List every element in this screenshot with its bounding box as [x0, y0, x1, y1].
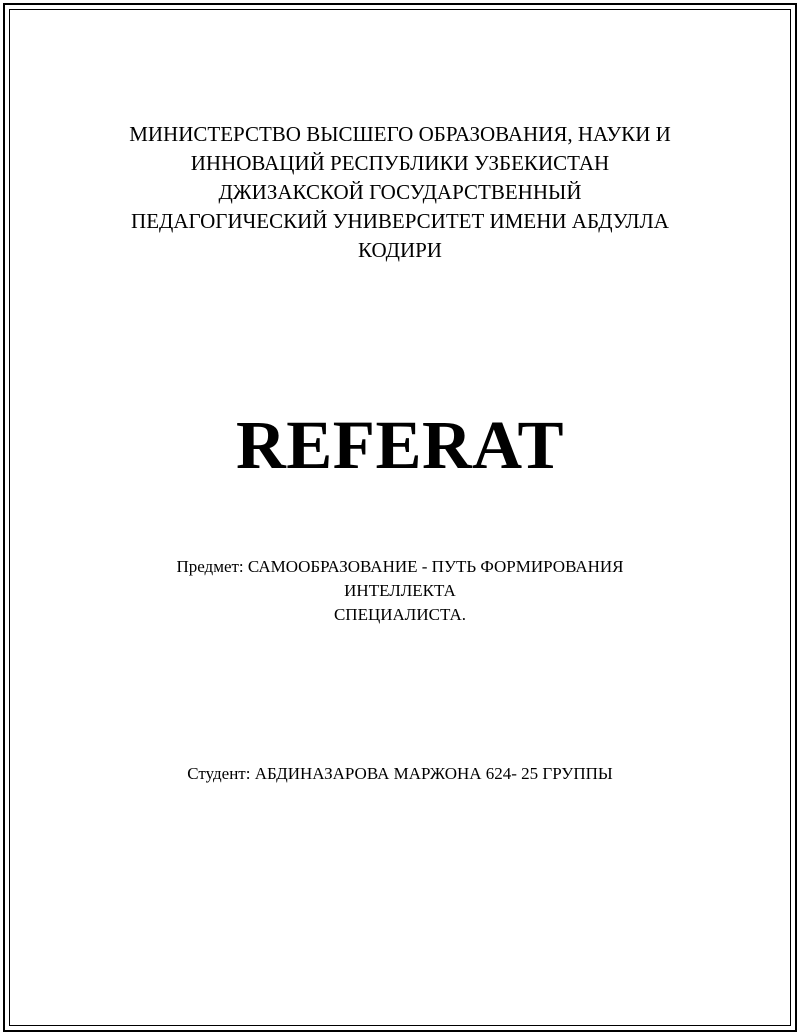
institution-line: КОДИРИ — [358, 238, 442, 262]
institution-heading — [0, 120, 800, 265]
institution-line: ИННОВАЦИЙ РЕСПУБЛИКИ УЗБЕКИСТАН — [190, 151, 610, 175]
institution-line: МИНИСТЕРСТВО ВЫСШЕГО ОБРАЗОВАНИЯ, НАУКИ И — [129, 122, 671, 146]
institution-line: ДЖИЗАКСКОЙ ГОСУДАРСТВЕННЫЙ — [218, 180, 582, 204]
subject-line: Предмет: САМООБРАЗОВАНИЕ - ПУТЬ ФОРМИРОВАНИЯ — [176, 557, 624, 576]
subject-line: ИНТЕЛЛЕКТА — [344, 581, 456, 600]
institution-line: ПЕДАГОГИЧЕСКИЙ УНИВЕРСИТЕТ ИМЕНИ АБДУЛЛА — [131, 209, 669, 233]
document-title: REFERAT — [235, 407, 565, 483]
subject-line: СПЕЦИАЛИСТА. — [333, 605, 467, 624]
subject-text — [0, 555, 800, 627]
student-info: Студент: АБДИНАЗАРОВА МАРЖОНА 624- 25 ГРУППЫ — [187, 764, 613, 783]
